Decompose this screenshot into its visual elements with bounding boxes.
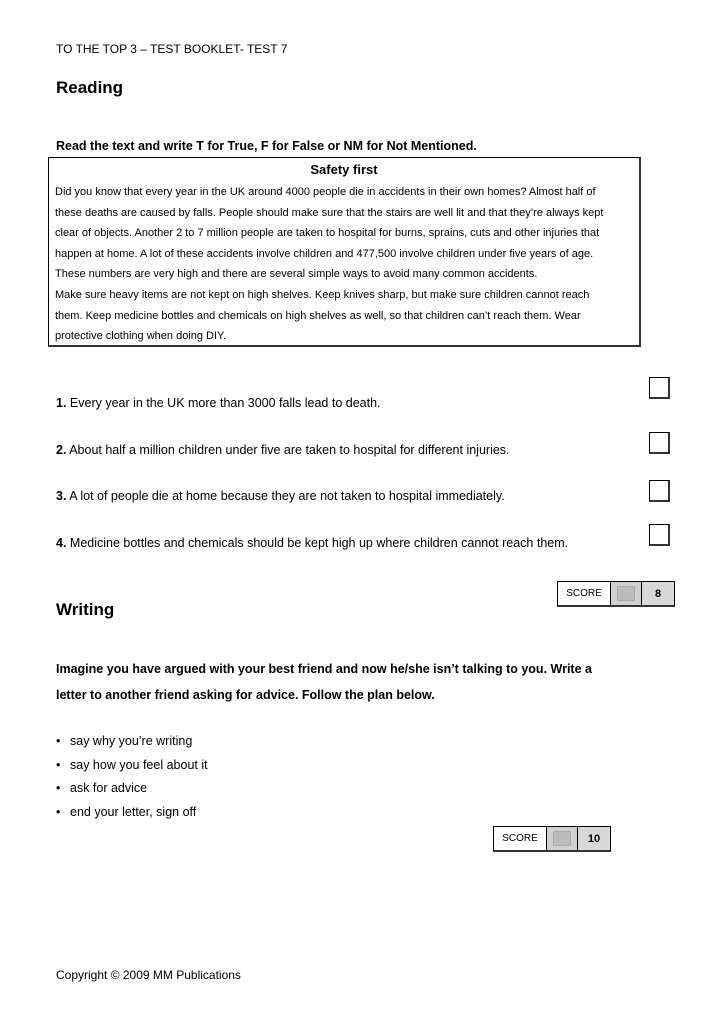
text-line: clear of objects. Another 2 to 7 million people are taken to hospital for burns, sprains, cuts and other injuries that (55, 227, 600, 240)
score-max: 10 (578, 827, 610, 850)
copyright-footer: Copyright © 2009 MM Publications (56, 968, 241, 982)
instruction-line: letter to another friend asking for advice. Follow the plan below. (56, 688, 435, 702)
answer-box-4[interactable] (649, 524, 670, 546)
text-line: Did you know that every year in the UK around 4000 people die in accidents in their own homes? Almost half of (55, 186, 596, 198)
list-item: • ask for advice (56, 777, 208, 801)
writing-plan-list (56, 730, 208, 824)
reading-text-box (48, 157, 641, 347)
reading-instruction: Read the text and write T for True, F for False or NM for Not Mentioned. (56, 139, 477, 153)
question-number: 2. (56, 443, 67, 457)
question-text: Every year in the UK more than 3000 falls lead to death. (66, 396, 381, 410)
score-field[interactable] (547, 827, 578, 850)
text-line: These numbers are very high and there are several simple ways to avoid many common accidents. (55, 268, 538, 281)
reading-text-body (55, 182, 640, 347)
question-4 (56, 536, 568, 550)
list-item: • say why you’re writing (56, 730, 208, 754)
instruction-line: Imagine you have argued with your best friend and now he/she isn’t talking to you. Write a (56, 662, 592, 676)
writing-heading: Writing (56, 600, 115, 619)
question-number: 3. (56, 489, 67, 503)
text-line: them. Keep medicine bottles and chemicals on high shelves as well, so that children can’t reach them. Wear (55, 309, 581, 322)
list-item: • end your letter, sign off (56, 801, 208, 825)
writing-instruction (56, 656, 676, 708)
question-number: 4. (56, 536, 67, 550)
score-max: 8 (642, 582, 674, 605)
text-line: these deaths are caused by falls. People should make sure that the stairs are well lit and that they’re always kept (55, 206, 604, 219)
question-text: About half a million children under five are taken to hospital for different injuries. (66, 443, 510, 457)
question-2 (56, 443, 510, 457)
reading-score-box (557, 581, 675, 607)
question-text: Medicine bottles and chemicals should be kept high up where children cannot reach them. (66, 536, 569, 550)
score-label: SCORE (494, 827, 547, 850)
score-label: SCORE (558, 582, 611, 605)
text-line: protective clothing when doing DIY. (55, 330, 227, 343)
text-line: Make sure heavy items are not kept on high shelves. Keep knives sharp, but make sure children cannot reach (55, 288, 590, 301)
text-title: Safety first (310, 162, 378, 177)
list-item: • say how you feel about it (56, 754, 208, 778)
booklet-header: TO THE TOP 3 – TEST BOOKLET- TEST 7 (56, 42, 288, 56)
score-field[interactable] (611, 582, 642, 605)
writing-score-box (493, 826, 611, 852)
question-3 (56, 489, 505, 503)
question-1 (56, 396, 381, 410)
reading-heading: Reading (56, 78, 124, 97)
question-number: 1. (56, 396, 67, 410)
answer-box-1[interactable] (649, 377, 670, 399)
text-line: happen at home. A lot of these accidents involve children and 477,500 involve children under five years of age. (55, 247, 594, 260)
question-text: A lot of people die at home because they are not taken to hospital immediately. (66, 489, 505, 503)
answer-box-3[interactable] (649, 480, 670, 502)
answer-box-2[interactable] (649, 432, 670, 454)
